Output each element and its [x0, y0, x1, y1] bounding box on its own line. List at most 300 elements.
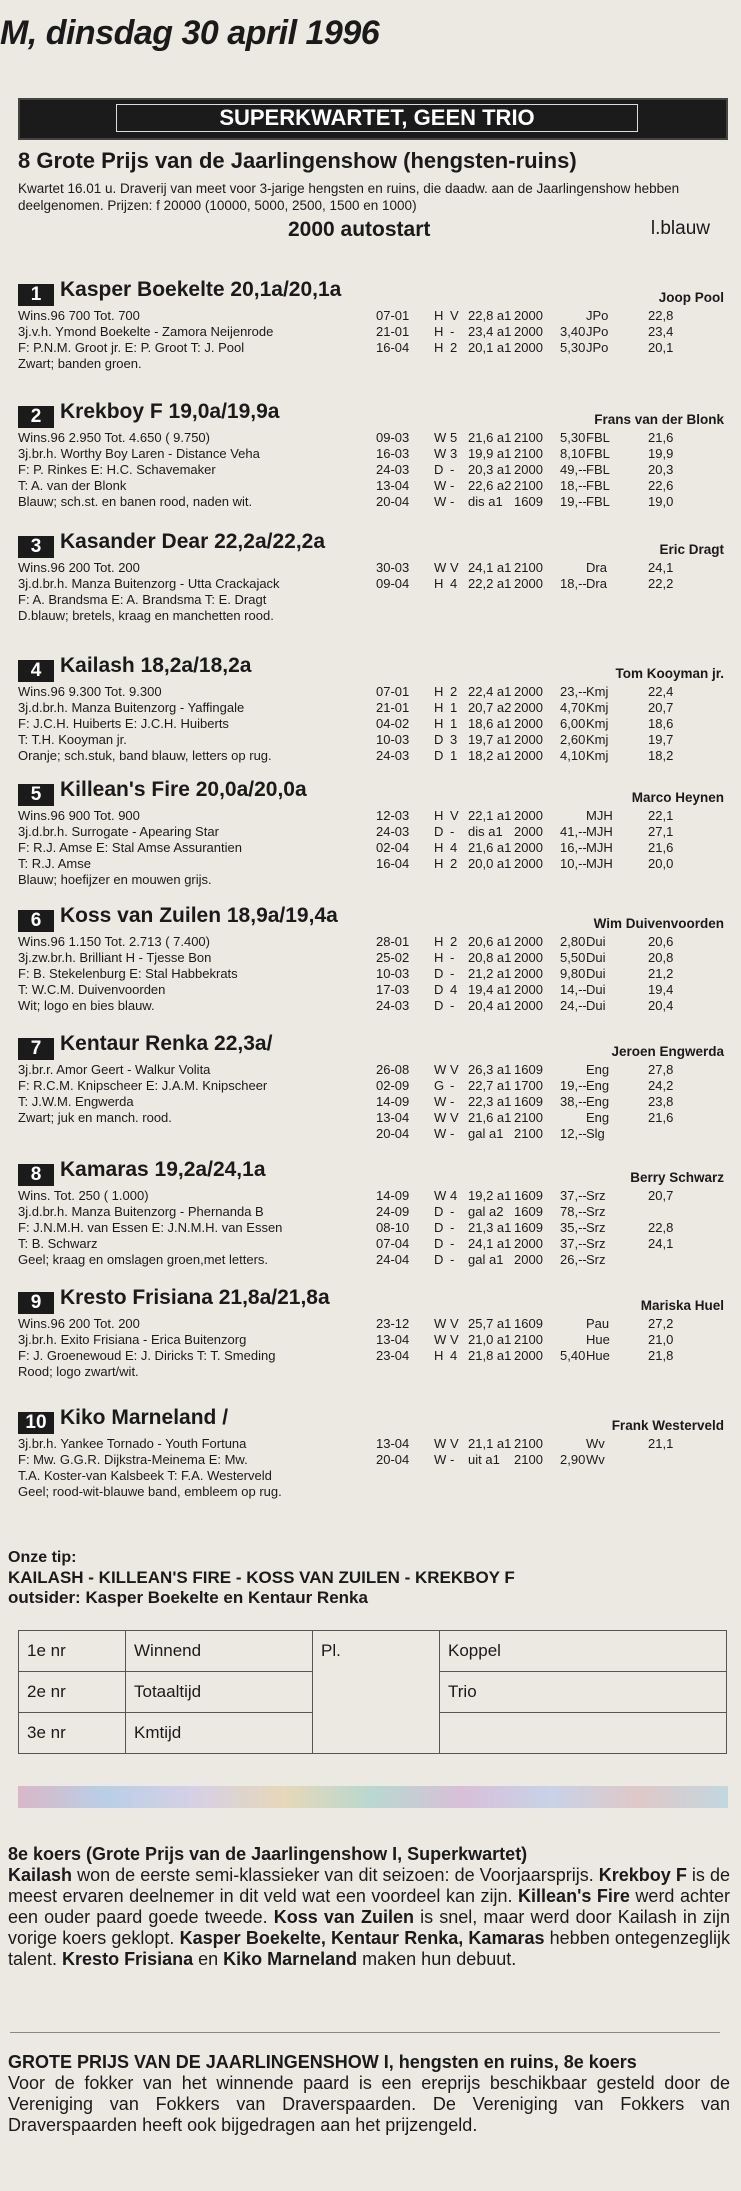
result-cell: 16-04 [376, 856, 410, 871]
result-form [18, 1630, 727, 1754]
result-cell: 23,-- [560, 684, 587, 699]
horse-header [18, 904, 724, 934]
result-cell: D [434, 462, 444, 477]
result-cell: 17-03 [376, 982, 410, 997]
horse-entry [18, 278, 724, 371]
form-winnend[interactable]: Winnend [126, 1631, 313, 1672]
result-cell: Dui [586, 998, 606, 1013]
result-row [376, 1252, 724, 1268]
result-cell: 10-03 [376, 732, 410, 747]
result-cell: MJH [586, 808, 613, 823]
result-cell: 24-03 [376, 462, 410, 477]
result-cell: 2000 [514, 824, 543, 839]
result-cell: 2000 [514, 982, 543, 997]
result-cell: W [434, 1094, 447, 1109]
result-cell: FBL [586, 462, 610, 477]
result-cell: 21,6 a1 [468, 840, 512, 855]
result-cell: 04-02 [376, 716, 410, 731]
horse-driver: Mariska Huel [640, 1298, 724, 1313]
result-cell: 3 [450, 732, 458, 747]
race-start: 2000 autostart [288, 218, 431, 241]
result-cell: Dra [586, 560, 607, 575]
horse-driver: Wim Duivenvoorden [593, 916, 724, 931]
result-cell: H [434, 808, 444, 823]
result-cell: 12,-- [560, 1126, 587, 1141]
horse-info-line: F: J. Groenewoud E: J. Diricks T: T. Smeding [18, 1348, 276, 1363]
horse-number: 6 [18, 910, 54, 932]
horse-results [376, 1316, 724, 1364]
result-cell: 09-04 [376, 576, 410, 591]
result-cell: - [450, 1236, 455, 1251]
result-cell: H [434, 308, 444, 323]
horse-info [18, 1316, 378, 1380]
result-cell: 4 [450, 1348, 458, 1363]
form-row3-label: 3e nr [19, 1713, 126, 1754]
result-row [376, 732, 724, 748]
result-cell: H [434, 324, 444, 339]
footer-title: GROTE PRIJS VAN DE JAARLINGENSHOW I, hengsten en ruins, 8e koers [8, 2052, 637, 2072]
result-row [376, 1436, 724, 1452]
result-cell: 19,4 [648, 982, 674, 997]
result-cell: Srz [586, 1252, 606, 1267]
result-cell: 22,8 a1 [468, 308, 512, 323]
result-cell: 19,9 [648, 446, 674, 461]
result-cell: W [434, 1452, 447, 1467]
result-cell: 20,1 [648, 340, 674, 355]
result-cell: 23-12 [376, 1316, 410, 1331]
result-cell: 22,8 [648, 308, 674, 323]
result-row [376, 716, 724, 732]
result-cell: Eng [586, 1078, 610, 1093]
result-cell: 4 [450, 576, 458, 591]
result-cell: W [434, 478, 447, 493]
result-cell: 21-01 [376, 324, 410, 339]
result-cell: - [450, 478, 455, 493]
result-cell: 20,7 a2 [468, 700, 512, 715]
result-row [376, 824, 724, 840]
result-cell: W [434, 560, 447, 575]
result-cell: 2000 [514, 1348, 543, 1363]
horse-info-line: Zwart; juk en manch. rood. [18, 1110, 172, 1125]
result-cell: gal a1 [468, 1252, 504, 1267]
horse-number: 4 [18, 660, 54, 682]
commentary-text: maken hun debuut. [357, 1949, 517, 1969]
result-cell: Hue [586, 1332, 610, 1347]
result-cell: 2000 [514, 462, 543, 477]
horse-driver: Berry Schwarz [630, 1170, 724, 1185]
result-cell: 21,6 [648, 840, 674, 855]
result-cell: V [450, 808, 459, 823]
result-cell: 23-04 [376, 1348, 410, 1363]
result-cell: H [434, 684, 444, 699]
result-cell: - [450, 494, 455, 509]
result-cell: Dui [586, 950, 606, 965]
result-cell: 2000 [514, 950, 543, 965]
result-cell: D [434, 1220, 444, 1235]
result-cell: 14-09 [376, 1094, 410, 1109]
tip-block [8, 1548, 728, 1608]
result-cell: 27,8 [648, 1062, 674, 1077]
horse-ref: Kiko Marneland [223, 1949, 358, 1969]
result-cell: - [450, 462, 455, 477]
result-cell: - [450, 966, 455, 981]
result-cell: 25-02 [376, 950, 410, 965]
result-cell: W [434, 430, 447, 445]
result-cell: 13-04 [376, 1436, 410, 1451]
result-cell: 24-03 [376, 998, 410, 1013]
commentary-text: is de meest ervaren deelnemer in dit veld wat een voordeel kan zijn. [8, 1865, 730, 1906]
result-row [376, 324, 724, 340]
page-date: M, dinsdag 30 april 1996 [0, 14, 380, 52]
horse-header [18, 1158, 724, 1188]
result-row [376, 430, 724, 446]
horse-number: 2 [18, 406, 54, 428]
result-cell: MJH [586, 840, 613, 855]
result-cell: 6,00 [560, 716, 586, 731]
result-cell: 19,-- [560, 494, 587, 509]
result-cell: 21,0 a1 [468, 1332, 512, 1347]
result-cell: W [434, 1188, 447, 1203]
horse-results [376, 684, 724, 764]
horse-name: Koss van Zuilen 18,9a/19,4a [60, 904, 338, 927]
result-cell: 2,60 [560, 732, 586, 747]
result-row [376, 1236, 724, 1252]
result-cell: 22,6 [648, 478, 674, 493]
result-cell: 24-03 [376, 748, 410, 763]
result-row [376, 1062, 724, 1078]
horse-entry [18, 904, 724, 1013]
horse-info [18, 1436, 378, 1500]
horse-driver: Frank Westerveld [611, 1418, 724, 1433]
horse-info-line: T: T.H. Kooyman jr. [18, 732, 127, 747]
horse-driver: Frans van der Blonk [594, 412, 724, 427]
result-cell: 24,2 [648, 1078, 674, 1093]
result-cell: JPo [586, 308, 609, 323]
result-cell: Pau [586, 1316, 610, 1331]
horse-header [18, 400, 724, 430]
result-cell: 20,3 a1 [468, 462, 512, 477]
result-cell: FBL [586, 446, 610, 461]
result-cell: 21,6 [648, 430, 674, 445]
result-cell: V [450, 1062, 459, 1077]
result-cell: 2000 [514, 1236, 543, 1251]
result-cell: 35,-- [560, 1220, 587, 1235]
horse-results [376, 560, 724, 592]
result-cell: 2 [450, 934, 458, 949]
horse-info-line: T.A. Koster-van Kalsbeek T: F.A. Westerveld [18, 1468, 272, 1483]
horse-info-line: T: R.J. Amse [18, 856, 91, 871]
result-cell: Kmj [586, 684, 609, 699]
result-cell: V [450, 308, 459, 323]
result-cell: 2100 [514, 560, 543, 575]
horse-header [18, 1406, 724, 1436]
result-cell: - [450, 1078, 455, 1093]
result-cell: D [434, 1236, 444, 1251]
result-cell: 18,-- [560, 576, 587, 591]
result-cell: 1 [450, 716, 458, 731]
form-pl[interactable]: Pl. [313, 1631, 440, 1754]
race-start-line [18, 218, 724, 248]
result-row [376, 1078, 724, 1094]
horse-info [18, 430, 378, 510]
horse-header [18, 530, 724, 560]
horse-results [376, 430, 724, 510]
result-cell: H [434, 1348, 444, 1363]
horse-info-line: Zwart; banden groen. [18, 356, 142, 371]
result-cell: D [434, 998, 444, 1013]
horse-name: Kiko Marneland / [60, 1406, 229, 1429]
result-cell: 1609 [514, 1062, 543, 1077]
horse-header [18, 278, 724, 308]
result-cell: 18,2 a1 [468, 748, 512, 763]
result-cell: W [434, 1436, 447, 1451]
tip-line: KAILASH - KILLEAN'S FIRE - KOSS VAN ZUILEN - KREKBOY F [8, 1568, 515, 1587]
form-kmtijd[interactable]: Kmtijd [126, 1713, 313, 1754]
result-cell: 41,-- [560, 824, 587, 839]
result-cell: V [450, 560, 459, 575]
result-cell: uit a1 [468, 1452, 500, 1467]
horse-info-line: Wins.96 200 Tot. 200 [18, 1316, 140, 1331]
result-cell: 2,90 [560, 1452, 586, 1467]
result-cell: Slg [586, 1126, 605, 1141]
result-cell: H [434, 840, 444, 855]
result-cell: 2000 [514, 340, 543, 355]
horse-ref: Kailash [8, 1865, 73, 1885]
result-cell: V [450, 1436, 459, 1451]
result-cell: H [434, 340, 444, 355]
result-cell: 2000 [514, 716, 543, 731]
commentary [8, 1844, 730, 1970]
horse-name: Kasper Boekelte 20,1a/20,1a [60, 278, 342, 301]
result-cell: V [450, 1316, 459, 1331]
horse-info [18, 934, 378, 1014]
horse-entry [18, 1286, 724, 1379]
result-cell: 26,3 a1 [468, 1062, 512, 1077]
result-row [376, 982, 724, 998]
result-cell: 5,30 [560, 430, 586, 445]
commentary-heading: 8e koers (Grote Prijs van de Jaarlingenshow I, Superkwartet) [8, 1844, 528, 1864]
result-cell: 2100 [514, 430, 543, 445]
horse-info-line: 3j.v.h. Ymond Boekelte - Zamora Neijenrode [18, 324, 274, 339]
result-cell: 24,1 a1 [468, 560, 512, 575]
commentary-text: en [193, 1949, 224, 1969]
horse-entry [18, 778, 724, 887]
horse-name: Kentaur Renka 22,3a/ [60, 1032, 273, 1055]
result-row [376, 808, 724, 824]
result-cell: - [450, 1220, 455, 1235]
horse-info-line: 3j.br.h. Yankee Tornado - Youth Fortuna [18, 1436, 247, 1451]
result-cell: 22,1 a1 [468, 808, 512, 823]
footer-note [8, 2052, 730, 2136]
result-row [376, 966, 724, 982]
result-cell: 12-03 [376, 808, 410, 823]
horse-number: 9 [18, 1292, 54, 1314]
horse-info-line: D.blauw; bretels, kraag en manchetten rood. [18, 608, 274, 623]
result-cell: W [434, 1062, 447, 1077]
form-koppel[interactable]: Koppel [440, 1631, 727, 1672]
result-cell: 2100 [514, 1436, 543, 1451]
horse-number: 5 [18, 784, 54, 806]
result-cell: 21,1 a1 [468, 1436, 512, 1451]
result-cell: 37,-- [560, 1188, 587, 1203]
result-cell: 21,1 [648, 1436, 674, 1451]
result-cell: 20,1 a1 [468, 340, 512, 355]
result-cell: 2 [450, 856, 458, 871]
result-cell: D [434, 1252, 444, 1267]
result-cell: H [434, 716, 444, 731]
result-cell: Dui [586, 934, 606, 949]
result-cell: JPo [586, 340, 609, 355]
result-row [376, 462, 724, 478]
result-cell: D [434, 748, 444, 763]
result-cell: 23,4 a1 [468, 324, 512, 339]
form-totaaltijd[interactable]: Totaaltijd [126, 1672, 313, 1713]
result-cell: 1609 [514, 1188, 543, 1203]
result-cell: 25,7 a1 [468, 1316, 512, 1331]
result-cell: 22,7 a1 [468, 1078, 512, 1093]
result-cell: 22,6 a2 [468, 478, 512, 493]
result-cell: 2000 [514, 1252, 543, 1267]
result-row [376, 560, 724, 576]
result-cell: W [434, 1126, 447, 1141]
result-cell: H [434, 576, 444, 591]
result-cell: W [434, 1316, 447, 1331]
horse-info-line: 3j.zw.br.h. Brilliant H - Tjesse Bon [18, 950, 212, 965]
horse-info-line: F: J.C.H. Huiberts E: J.C.H. Huiberts [18, 716, 229, 731]
result-cell: 22,8 [648, 1220, 674, 1235]
result-cell: 8,10 [560, 446, 586, 461]
result-cell: 4 [450, 840, 458, 855]
result-cell: G [434, 1078, 445, 1093]
result-cell: 14-09 [376, 1188, 410, 1203]
result-cell: 02-04 [376, 840, 410, 855]
result-cell: 21,2 a1 [468, 966, 512, 981]
form-empty [440, 1713, 727, 1754]
result-row [376, 1094, 724, 1110]
result-cell: 21,0 [648, 1332, 674, 1347]
result-cell: 18,6 a1 [468, 716, 512, 731]
horse-info-line: T: J.W.M. Engwerda [18, 1094, 134, 1109]
horse-info-line: Wins.96 9.300 Tot. 9.300 [18, 684, 162, 699]
result-row [376, 748, 724, 764]
result-cell: 2000 [514, 808, 543, 823]
result-cell: Hue [586, 1348, 610, 1363]
horse-info-line: 3j.d.br.h. Manza Buitenzorg - Utta Crackajack [18, 576, 280, 591]
result-cell: D [434, 966, 444, 981]
horse-info-line: 3j.d.br.h. Manza Buitenzorg - Yaffingale [18, 700, 245, 715]
result-cell: 20,6 a1 [468, 934, 512, 949]
result-cell: 2100 [514, 478, 543, 493]
result-cell: 23,8 [648, 1094, 674, 1109]
horse-name: Kasander Dear 22,2a/22,2a [60, 530, 326, 553]
result-row [376, 1188, 724, 1204]
result-cell: 20-04 [376, 1126, 410, 1141]
result-cell: D [434, 1204, 444, 1219]
result-cell: 37,-- [560, 1236, 587, 1251]
horse-info [18, 808, 378, 888]
result-row [376, 1452, 724, 1468]
result-cell: 4,70 [560, 700, 586, 715]
result-cell: 19,4 a1 [468, 982, 512, 997]
result-cell: 2000 [514, 998, 543, 1013]
horse-name: Krekboy F 19,0a/19,9a [60, 400, 280, 423]
horse-number: 1 [18, 284, 54, 306]
horse-info-line: F: P.N.M. Groot jr. E: P. Groot T: J. Pool [18, 340, 245, 355]
result-cell: Wv [586, 1436, 605, 1451]
horse-info-line: Wins.96 1.150 Tot. 2.713 ( 7.400) [18, 934, 210, 949]
result-cell: - [450, 1204, 455, 1219]
result-cell: 22,2 a1 [468, 576, 512, 591]
result-cell: Eng [586, 1062, 610, 1077]
horse-ref: Krekboy F [598, 1865, 687, 1885]
result-cell: 2000 [514, 856, 543, 871]
result-cell: 21,8 [648, 1348, 674, 1363]
result-cell: H [434, 934, 444, 949]
result-cell: 20,6 [648, 934, 674, 949]
result-cell: dis a1 [468, 824, 503, 839]
commentary-text: werd achter een ouder paard goede tweede. [8, 1886, 730, 1927]
result-row [376, 494, 724, 510]
horse-ref: Koss van Zuilen [273, 1907, 414, 1927]
commentary-text: is snel, maar werd door Kailash in zijn vorige koers geklopt. [8, 1907, 730, 1948]
result-cell: Kmj [586, 748, 609, 763]
result-cell: 20-04 [376, 494, 410, 509]
result-cell: 21,6 [648, 1110, 674, 1125]
result-cell: 3,40 [560, 324, 586, 339]
result-cell: 18,2 [648, 748, 674, 763]
horse-entry [18, 400, 724, 509]
result-cell: 21,6 a1 [468, 1110, 512, 1125]
result-cell: 1609 [514, 494, 543, 509]
horse-results [376, 1436, 724, 1468]
horse-info-line: 3j.d.br.h. Manza Buitenzorg - Phernanda B [18, 1204, 264, 1219]
result-cell: 02-09 [376, 1078, 410, 1093]
horse-ref: Killean's Fire [518, 1886, 630, 1906]
result-cell: 22,4 a1 [468, 684, 512, 699]
result-cell: 27,1 [648, 824, 674, 839]
horse-results [376, 934, 724, 1014]
result-cell: 21-01 [376, 700, 410, 715]
result-cell: 19,7 a1 [468, 732, 512, 747]
result-cell: 20,8 [648, 950, 674, 965]
result-cell: Srz [586, 1188, 606, 1203]
result-cell: 20,4 [648, 998, 674, 1013]
result-cell: 10-03 [376, 966, 410, 981]
result-cell: W [434, 1332, 447, 1347]
result-cell: 2000 [514, 700, 543, 715]
result-row [376, 576, 724, 592]
form-trio[interactable]: Trio [440, 1672, 727, 1713]
tip-label: Onze tip: [8, 1549, 77, 1566]
result-cell: H [434, 856, 444, 871]
result-cell: - [450, 1126, 455, 1141]
horse-entry [18, 530, 724, 623]
horse-info-line: Blauw; hoefijzer en mouwen grijs. [18, 872, 212, 887]
horse-results [376, 1062, 724, 1142]
horse-header [18, 778, 724, 808]
result-cell: 2100 [514, 1452, 543, 1467]
result-cell: 07-01 [376, 684, 410, 699]
horse-info-line: F: P. Rinkes E: H.C. Schavemaker [18, 462, 216, 477]
horse-driver: Joop Pool [658, 290, 724, 305]
result-row [376, 308, 724, 324]
race-title: 8 Grote Prijs van de Jaarlingenshow (hengsten-ruins) [18, 148, 577, 173]
result-cell: 2000 [514, 576, 543, 591]
result-cell: V [450, 1332, 459, 1347]
horse-info-line: T: B. Schwarz [18, 1236, 98, 1251]
result-cell: 16-04 [376, 340, 410, 355]
horse-driver: Jeroen Engwerda [611, 1044, 724, 1059]
